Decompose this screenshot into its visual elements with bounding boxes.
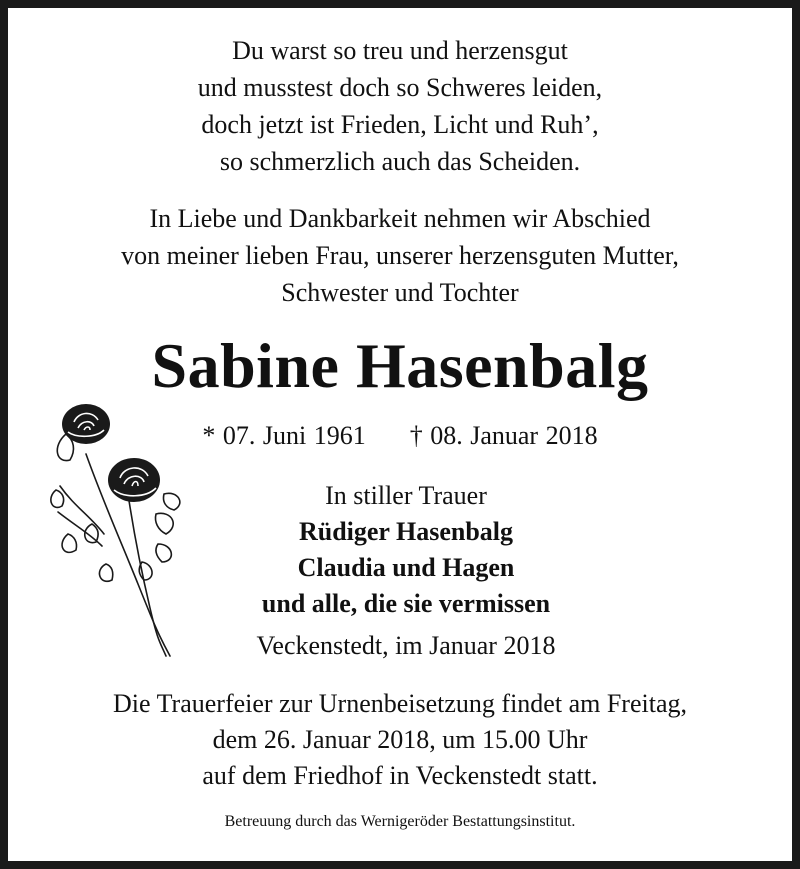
- ceremony-line: auf dem Friedhof in Veckenstedt statt.: [202, 761, 598, 790]
- mourner-name: Rüdiger Hasenbalg: [298, 517, 514, 546]
- place-date: Veckenstedt, im Januar 2018: [256, 631, 556, 660]
- mourners-heading: In stiller Trauer: [325, 481, 487, 510]
- poem: [8, 32, 792, 180]
- funeral-home-note: Betreuung durch das Wernigeröder Bestattungsinstitut.: [224, 813, 576, 830]
- poem-line: Du warst so treu und herzensgut: [232, 36, 568, 65]
- intro-line: Schwester und Tochter: [281, 278, 519, 307]
- ceremony-info: [8, 686, 792, 794]
- poem-line: und musstest doch so Schweres leiden,: [197, 73, 603, 102]
- intro-line: von meiner lieben Frau, unserer herzensguten Mutter,: [121, 241, 679, 270]
- intro-line: In Liebe und Dankbarkeit nehmen wir Abschied: [149, 204, 651, 233]
- farewell-intro: [8, 200, 792, 311]
- mourner-name: Claudia und Hagen: [297, 553, 515, 582]
- ceremony-line: Die Trauerfeier zur Urnenbeisetzung findet am Freitag,: [113, 689, 687, 718]
- death-date: † 08. Januar 2018: [409, 421, 598, 450]
- ceremony-line: dem 26. Januar 2018, um 15.00 Uhr: [212, 725, 588, 754]
- mourner-name: und alle, die sie vermissen: [261, 589, 551, 618]
- mourners: [14, 478, 798, 622]
- poem-line: doch jetzt ist Frieden, Licht und Ruh’,: [201, 110, 599, 139]
- birth-date: * 07. Juni 1961: [202, 421, 366, 450]
- deceased-name: Sabine Hasenbalg: [151, 330, 649, 401]
- poem-line: so schmerzlich auch das Scheiden.: [219, 147, 581, 176]
